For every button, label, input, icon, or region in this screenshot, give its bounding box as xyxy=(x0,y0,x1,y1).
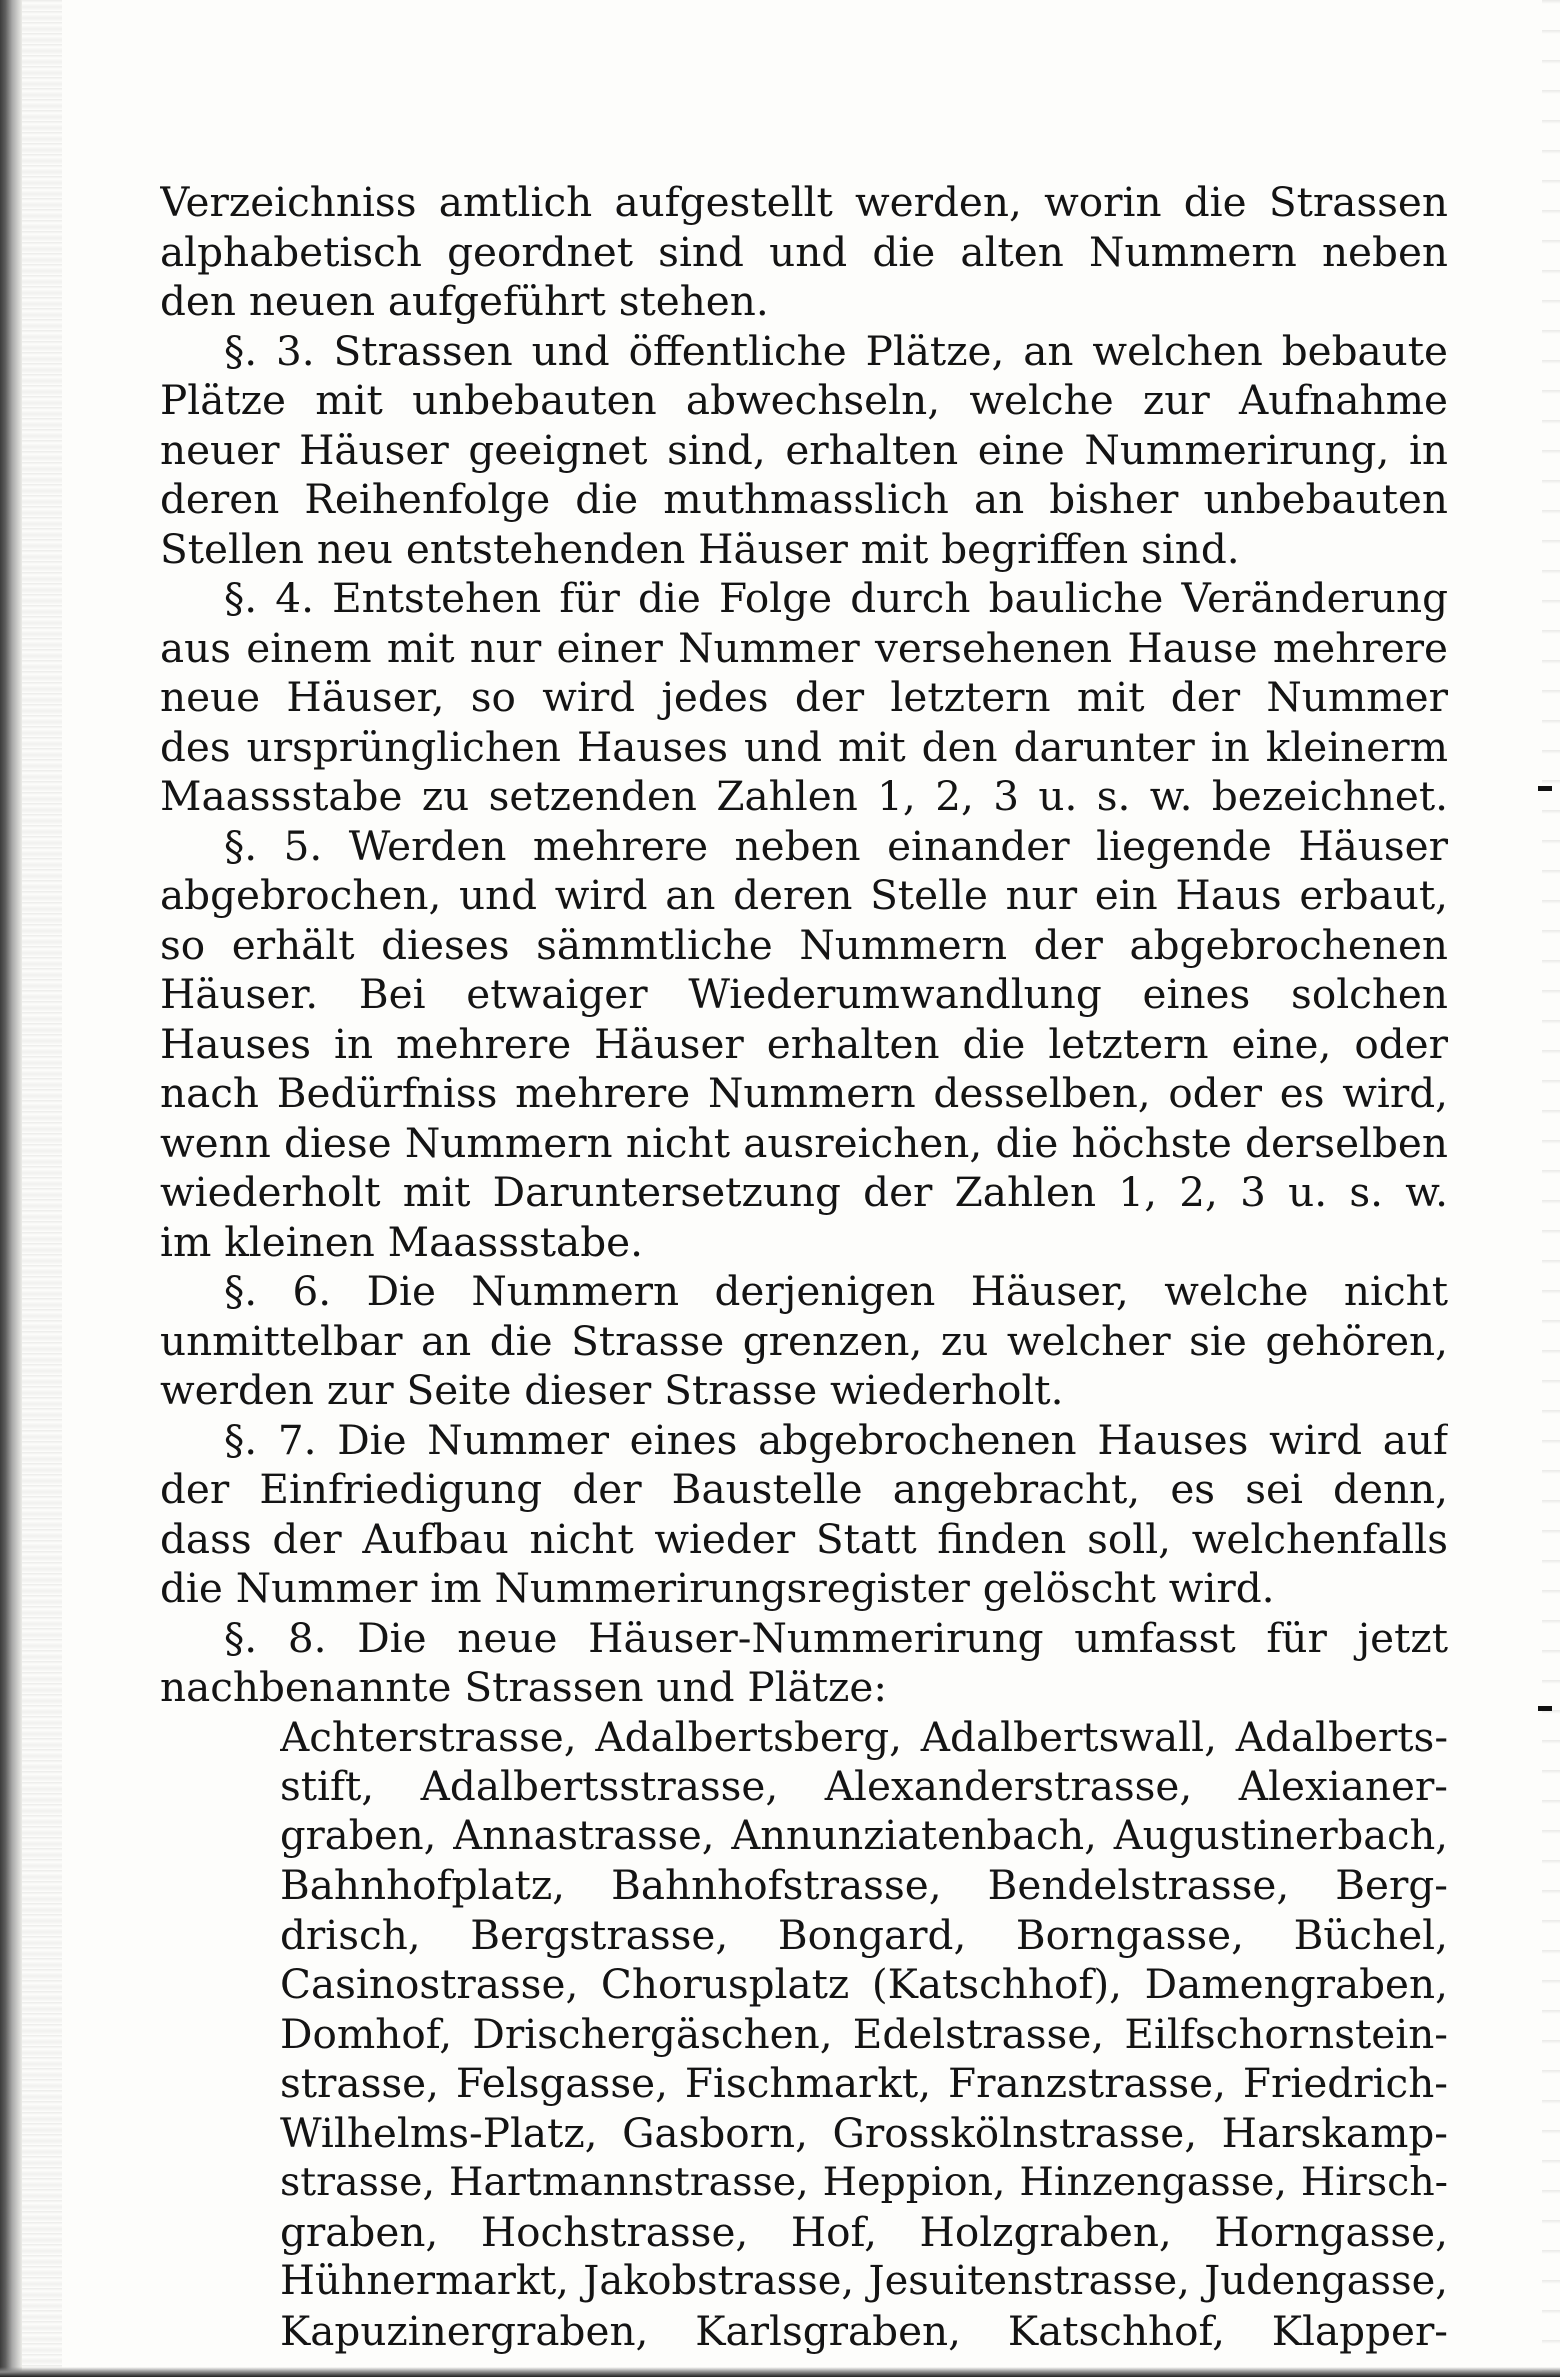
street-list-line: Domhof, Drischergäschen, Edelstrasse, Eilfschornstein- xyxy=(280,2009,1448,2058)
text-line: im kleinen Maassstabe. xyxy=(160,1217,643,1266)
text-line: Maassstabe zu setzenden Zahlen 1, 2, 3 u. s. w. bezeichnet. xyxy=(160,772,1448,820)
section-4-start: §. 4. Entstehen für die Folge durch bauliche Veränderung xyxy=(224,574,1448,622)
section-5-start: §. 5. Werden mehrere neben einander liegende Häuser xyxy=(224,821,1448,870)
section-6-start: §. 6. Die Nummern derjenigen Häuser, welche nicht xyxy=(224,1267,1448,1315)
margin-mark xyxy=(1538,1706,1552,1711)
text-line: neue Häuser, so wird jedes der letztern mit der Nummer xyxy=(160,673,1448,721)
text-line: unmittelbar an die Strasse grenzen, zu welcher sie gehören, xyxy=(160,1316,1448,1365)
section-8-start: §. 8. Die neue Häuser-Nummerirung umfasst für jetzt xyxy=(224,1613,1448,1662)
street-list-line: strasse, Hartmannstrasse, Heppion, Hinzengasse, Hirsch- xyxy=(280,2159,1448,2205)
street-list-line: strasse, Felsgasse, Fischmarkt, Franzstrasse, Friedrich- xyxy=(280,2059,1448,2107)
text-line: aus einem mit nur einer Nummer versehenen Hause mehrere xyxy=(160,623,1448,672)
text-line: so erhält dieses sämmtliche Nummern der abgebrochenen xyxy=(160,920,1448,969)
page-binding-shadow xyxy=(0,0,22,2377)
text-line: Plätze mit unbebauten abwechseln, welche zur Aufnahme xyxy=(160,376,1448,424)
document-text xyxy=(160,178,1448,2356)
text-line: dass der Aufbau nicht wieder Statt finden soll, welchenfalls xyxy=(160,1514,1448,1563)
street-list-line: drisch, Bergstrasse, Bongard, Borngasse, Büchel, xyxy=(280,1910,1448,1959)
margin-mark xyxy=(1538,786,1552,791)
street-list-line: Hühnermarkt, Jakobstrasse, Jesuitenstrasse, Judengasse, xyxy=(280,2258,1448,2304)
text-line: abgebrochen, und wird an deren Stelle nur ein Haus erbaut, xyxy=(160,871,1448,919)
street-list-line: Casinostrasse, Chorusplatz (Katschhof), Damengraben, xyxy=(280,1960,1448,2008)
text-line: den neuen aufgeführt stehen. xyxy=(160,277,769,325)
street-list xyxy=(280,1713,1448,2357)
page-bottom-shadow xyxy=(0,2367,1560,2377)
section-7-start: §. 7. Die Nummer eines abgebrochenen Hauses wird auf xyxy=(224,1415,1448,1464)
street-list-line: Bahnhofplatz, Bahnhofstrasse, Bendelstrasse, Berg- xyxy=(280,1861,1448,1909)
text-line: neuer Häuser geeignet sind, erhalten eine Nummerirung, in xyxy=(160,425,1448,474)
text-line: Hauses in mehrere Häuser erhalten die letztern eine, oder xyxy=(160,1019,1448,1068)
street-list-line: Wilhelms-Platz, Gasborn, Grosskölnstrasse, Harskamp- xyxy=(280,2108,1448,2157)
text-line: deren Reihenfolge die muthmasslich an bisher unbebauten xyxy=(160,475,1448,523)
page-right-edge xyxy=(1542,0,1560,2377)
text-line: wiederholt mit Daruntersetzung der Zahlen 1, 2, 3 u. s. w. xyxy=(160,1168,1448,1216)
text-line: Verzeichniss amtlich aufgestellt werden, worin die Strassen xyxy=(160,178,1448,226)
text-line: Häuser. Bei etwaiger Wiederumwandlung eines solchen xyxy=(160,970,1448,1018)
text-line: nachbenannte Strassen und Plätze: xyxy=(160,1663,887,1711)
text-line: werden zur Seite dieser Strasse wiederholt. xyxy=(160,1366,1064,1414)
text-line: nach Bedürfniss mehrere Nummern desselben, oder es wird, xyxy=(160,1069,1448,1117)
street-list-line: graben, Annastrasse, Annunziatenbach, Augustinerbach, xyxy=(280,1812,1448,1859)
text-line: des ursprünglichen Hauses und mit den darunter in kleinerm xyxy=(160,722,1448,771)
street-list-line: Kapuzinergraben, Karlsgraben, Katschhof, Klapper- xyxy=(280,2306,1448,2355)
page-edge-speckle xyxy=(22,0,62,2377)
street-list-line: graben, Hochstrasse, Hof, Holzgraben, Horngasse, xyxy=(280,2207,1448,2256)
text-line: Stellen neu entstehenden Häuser mit begriffen sind. xyxy=(160,524,1240,573)
text-line: der Einfriedigung der Baustelle angebracht, es sei denn, xyxy=(160,1465,1448,1513)
street-list-line: stift, Adalbertsstrasse, Alexanderstrasse, Alexianer- xyxy=(280,1762,1448,1810)
street-list-line: Achterstrasse, Adalbertsberg, Adalbertswall, Adalberts- xyxy=(280,1712,1448,1761)
text-line: die Nummer im Nummerirungsregister gelöscht wird. xyxy=(160,1564,1275,1612)
section-3-start: §. 3. Strassen und öffentliche Plätze, an welchen bebaute xyxy=(224,326,1448,375)
text-line: alphabetisch geordnet sind und die alten Nummern neben xyxy=(160,227,1448,276)
text-line: wenn diese Nummern nicht ausreichen, die höchste derselben xyxy=(160,1118,1448,1167)
